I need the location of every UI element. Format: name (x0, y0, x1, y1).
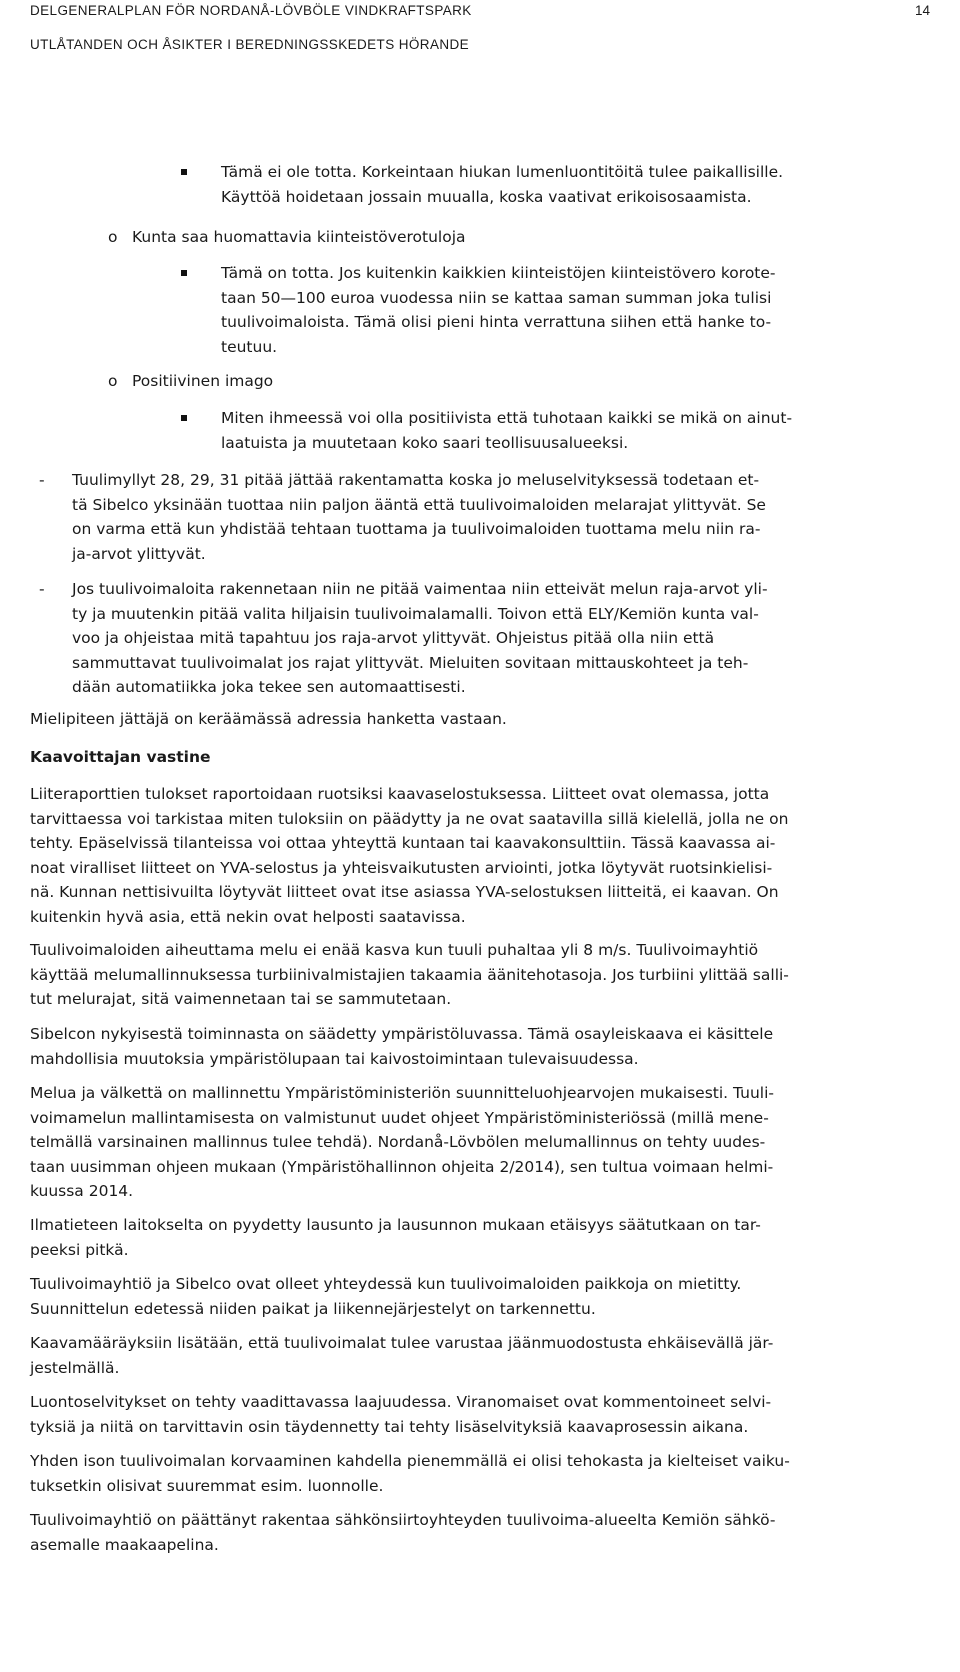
text-line: taan uusimman ohjeen mukaan (Ympäristöhallinnon ohjeita 2/2014), sen tultua voimaan helmi- (30, 1157, 774, 1176)
section-heading (30, 745, 935, 770)
text-line: teutuu. (221, 337, 278, 356)
text-line: tuulivoimaloista. Tämä olisi pieni hinta verrattuna siihen että hanke to- (221, 313, 772, 331)
page-number: 14 (914, 3, 930, 18)
dash-item (72, 577, 932, 700)
paragraph (30, 1081, 935, 1204)
text-line: Tämä on totta. Jos kuitenkin kaikkien kiinteistöjen kiinteistövero korote- (221, 264, 776, 282)
text-line: Liiteraporttien tulokset raportoidaan ruotsiksi kaavaselostuksessa. Liitteet ovat olemassa, jotta (30, 785, 770, 803)
text-line: Miten ihmeessä voi olla positiivista että tuhotaan kaikki se mikä on ainut- (221, 409, 793, 427)
dash-item (72, 468, 932, 566)
text-line: kuitenkin hyvä asia, että nekin ovat helposti saatavissa. (30, 907, 466, 926)
text-line: telmällä varsinainen mallinnus tulee tehdä). Nordanå-Lövbölen melumallinnus on tehty uudes- (30, 1133, 766, 1151)
text-line: tyksiä ja niitä on tarvittavin osin täydennetty tai tehty lisäselvityksiä kaavaprosessin aikana. (30, 1417, 749, 1436)
text-line: Tuulimyllyt 28, 29, 31 pitää jättää rakentamatta koska jo meluselvityksessä todetaan et- (72, 471, 760, 489)
text-line: voimamelun mallintamisesta on valmistunut uudet ohjeet Ympäristöministeriössä (millä mene- (30, 1108, 769, 1127)
text-line: peeksi pitkä. (30, 1240, 129, 1259)
sub-bullet-item (221, 160, 921, 209)
text-line: Tuulivoimayhtiö on päättänyt rakentaa sähkönsiirtoyhteyden tuulivoima-alueelta Kemiön sähkö- (30, 1511, 776, 1529)
text-line: Luontoselvitykset on tehty vaadittavassa laajuudessa. Viranomaiset ovat kommentoineet selvi- (30, 1393, 772, 1411)
dash-bullet-icon: - (39, 580, 45, 598)
text-line: Tuulivoimaloiden aiheuttama melu ei enää kasva kun tuuli puhaltaa yli 8 m/s. Tuulivoimayhtiö (30, 941, 759, 959)
paragraph (30, 1331, 935, 1380)
heading-text: Kaavoittajan vastine (30, 748, 211, 766)
text-line: Melua ja välkettä on mallinnettu Ympäristöministeriön suunnitteluohjearvojen mukaisesti. Tuuli- (30, 1084, 774, 1102)
sub-bullet-item (221, 406, 921, 455)
text-line: kuussa 2014. (30, 1182, 134, 1200)
text-line: mahdollisia muutoksia ympäristölupaan tai kaivostoimintaan tulevaisuudessa. (30, 1049, 639, 1068)
text-line: Yhden ison tuulivoimalan korvaaminen kahdella pienemmällä ei olisi tehokasta ja kielteiset vaiku- (30, 1452, 790, 1470)
paragraph (30, 1272, 935, 1321)
text-line: Kaavamääräyksiin lisätään, että tuulivoimalat tulee varustaa jäänmuodostusta ehkäisevällä jär- (30, 1334, 774, 1352)
circle-bullet-icon: o (108, 372, 118, 390)
text-line: nä. Kunnan nettisivuilta löytyvät liitteet ovat itse asiassa YVA-selostuksen liitteitä, ei kaavan. On (30, 883, 779, 901)
text-line: jestelmällä. (30, 1358, 120, 1377)
text-line: dään automatiikka joka tekee sen automaattisesti. (72, 678, 466, 696)
text-line: sammuttavat tuulivoimalat jos rajat ylittyvät. Mieluiten sovitaan mittauskohteet ja teh- (72, 653, 749, 672)
paragraph (30, 1449, 935, 1498)
text-line: ja-arvot ylittyvät. (72, 544, 206, 563)
text-line: ty ja muutenkin pitää valita hiljaisin tuulivoimalamalli. Toivon että ELY/Kemiön kunta val- (72, 604, 759, 623)
text-line: tut melurajat, sitä vaimennetaan tai se sammutetaan. (30, 990, 452, 1008)
text-line: Tuulivoimayhtiö ja Sibelco ovat olleet yhteydessä kun tuulivoimaloiden paikkoja on mietitty. (30, 1275, 742, 1293)
bullet-item (132, 369, 922, 394)
square-bullet-icon (181, 169, 187, 175)
text-line: taan 50—100 euroa vuodessa niin se kattaa saman summan joka tulisi (221, 288, 772, 307)
text-line: Jos tuulivoimaloita rakennetaan niin ne pitää vaimentaa niin etteivät melun raja-arvot yli- (72, 580, 768, 598)
square-bullet-icon (181, 270, 187, 276)
text-line: on varma että kun yhdistää tehtaan tuottama ja tuulivoimaloiden tuottama melu niin ra- (72, 520, 761, 538)
paragraph (30, 1390, 935, 1439)
text-line: Käyttöä hoidetaan jossain muualla, koska vaativat erikoisosaamista. (221, 187, 752, 206)
text-line: Sibelcon nykyisestä toiminnasta on säädetty ympäristöluvassa. Tämä osayleiskaava ei käsittele (30, 1025, 774, 1043)
text-line: Ilmatieteen laitokselta on pyydetty lausunto ja lausunnon mukaan etäisyys säätutkaan on tar- (30, 1216, 761, 1234)
text-line: Tämä ei ole totta. Korkeintaan hiukan lumenluontitöitä tulee paikallisille. (221, 163, 784, 181)
paragraph (30, 1213, 935, 1262)
paragraph (30, 938, 935, 1012)
paragraph (30, 782, 935, 929)
document-title: DELGENERALPLAN FÖR NORDANÅ-LÖVBÖLE VINDKRAFTSPARK (30, 3, 472, 18)
circle-bullet-icon: o (108, 228, 118, 246)
document-subtitle: UTLÅTANDEN OCH ÅSIKTER I BEREDNINGSSKEDETS HÖRANDE (30, 37, 470, 52)
text-line: laatuista ja muutetaan koko saari teollisuusalueeksi. (221, 433, 629, 452)
text-line: tä Sibelco yksinään tuottaa niin paljon ääntä että tuulivoimaloiden melarajat ylittyvät. Se (72, 495, 766, 514)
text-line: Kunta saa huomattavia kiinteistöverotuloja (132, 228, 466, 246)
text-line: asemalle maakaapelina. (30, 1535, 219, 1554)
square-bullet-icon (181, 415, 187, 421)
dash-bullet-icon: - (39, 471, 45, 489)
text-line: voo ja ohjeistaa mitä tapahtuu jos raja-arvot ylittyvät. Ohjeistus pitää olla niin että (72, 629, 715, 647)
text-line: noat viralliset liitteet on YVA-selostus ja yhteisvaikutusten arviointi, jotka löytyvät ruotsinkielisi- (30, 858, 773, 877)
text-line: Positiivinen imago (132, 372, 274, 390)
text-line: tarvittaessa voi tarkistaa miten tuloksiin on päädytty ja ne ovat saatavilla sillä kielellä, jolla ne on (30, 809, 789, 828)
text-line: Suunnittelun edetessä niiden paikat ja liikennejärjestelyt on tarkennettu. (30, 1299, 596, 1318)
text-line: tehty. Epäselvissä tilanteissa voi ottaa yhteyttä kuntaan tai kaavakonsulttiin. Tässä kaavassa ai- (30, 834, 776, 852)
paragraph (30, 1508, 935, 1557)
sub-bullet-item (221, 261, 921, 359)
text-line: käyttää melumallinnuksessa turbiinivalmistajien takaamia äänitehotasoja. Jos turbiini ylittää salli- (30, 965, 789, 984)
bullet-item (132, 225, 922, 250)
text-line: tuksetkin olisivat suuremmat esim. luonnolle. (30, 1476, 384, 1495)
text-line: Mielipiteen jättäjä on keräämässä adressia hanketta vastaan. (30, 710, 507, 728)
closing-line (30, 707, 935, 732)
paragraph (30, 1022, 935, 1071)
